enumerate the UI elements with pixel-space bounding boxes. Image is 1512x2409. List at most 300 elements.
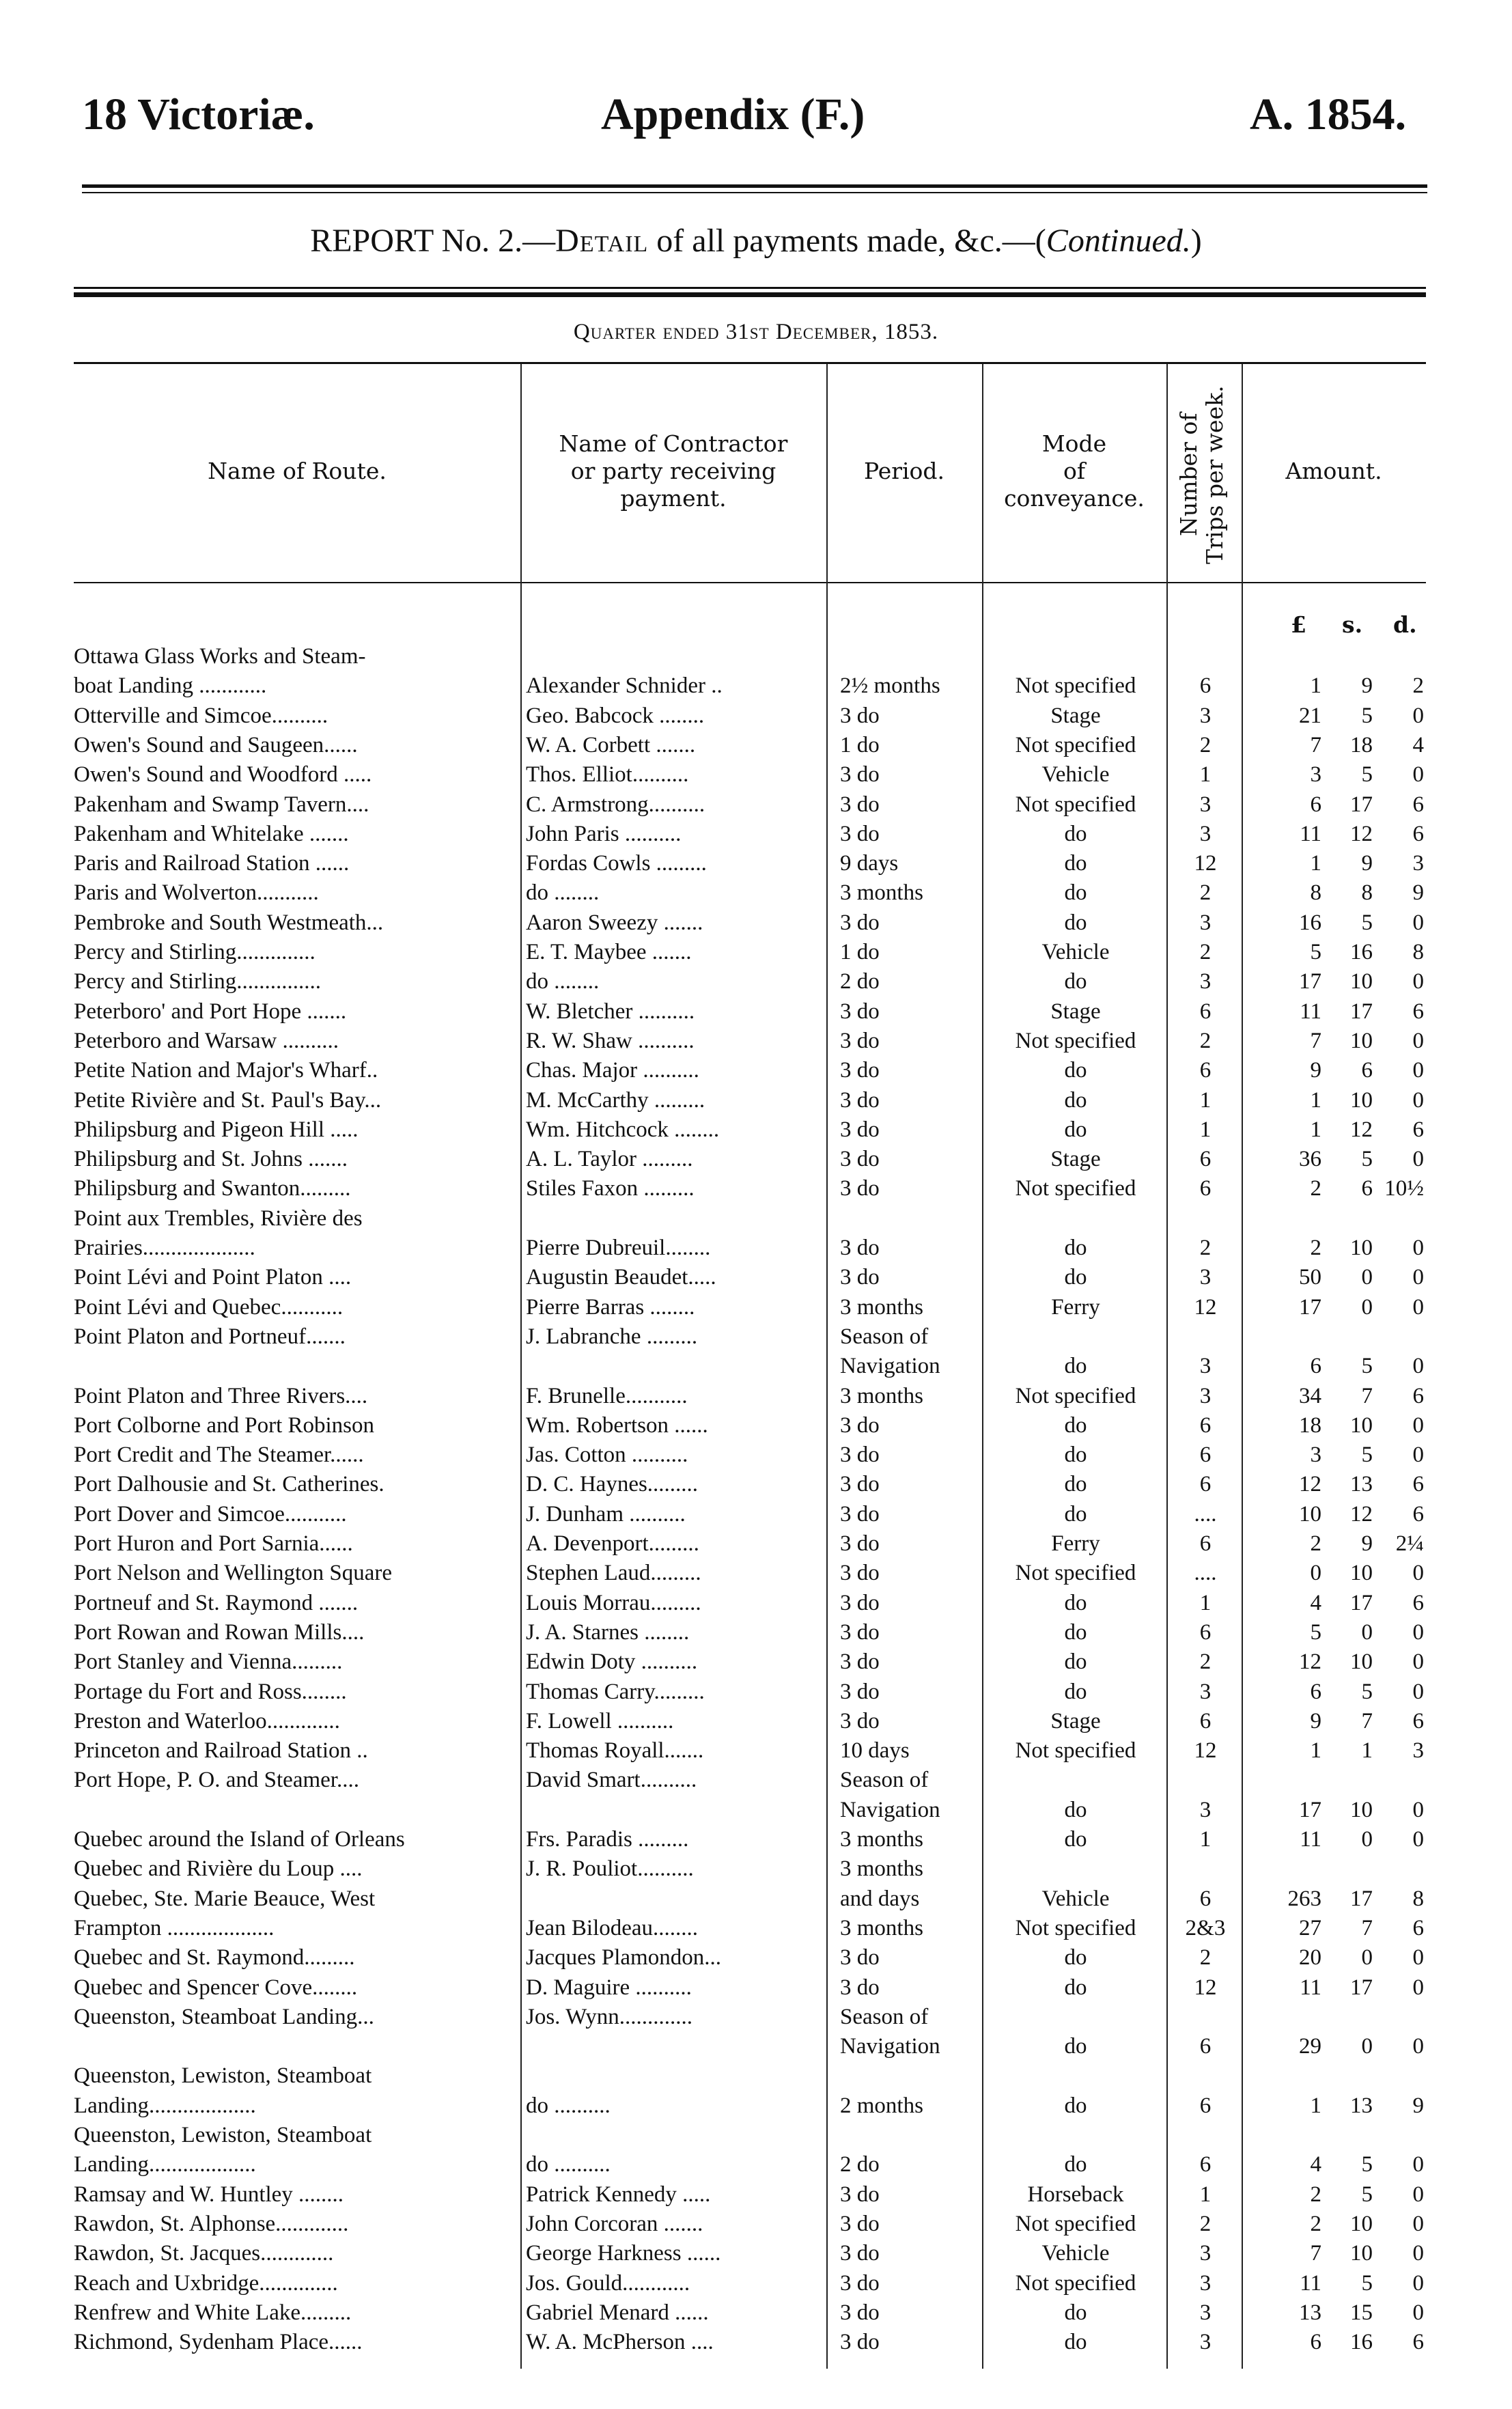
cell-trips: 3 [1199, 821, 1212, 846]
cell-period: 3 do [840, 1058, 880, 1083]
cell-pence: 0 [1412, 1354, 1424, 1379]
cell-trips: 3 [1199, 1354, 1212, 1379]
cell-shillings: 9 [1361, 673, 1373, 699]
cell-route: Port Stanley and Vienna......... [74, 1649, 343, 1675]
cell-pence: 0 [1412, 1649, 1424, 1675]
cell-pounds: 12 [1299, 1472, 1321, 1497]
cell-pounds: 7 [1310, 1028, 1321, 1053]
cell-route: Pembroke and South Westmeath... [74, 910, 384, 935]
cell-mode: do [1064, 1236, 1087, 1260]
cell-period: 3 do [840, 1176, 880, 1201]
cell-period: 3 do [840, 1945, 880, 1971]
cell-shillings: 5 [1361, 1679, 1373, 1704]
cell-pence: 6 [1412, 792, 1424, 817]
table-row [0, 1382, 1512, 1411]
table-row [0, 1352, 1512, 1381]
cell-period: 3 do [840, 1679, 880, 1704]
cell-mode: do [1064, 1058, 1087, 1083]
cell-pence: 0 [1412, 1827, 1424, 1852]
table-row [0, 1825, 1512, 1854]
cell-mode: Not specified [1015, 673, 1136, 699]
cell-contractor: Chas. Major .......... [526, 1058, 699, 1083]
cell-trips: 3 [1199, 792, 1212, 817]
table-row [0, 1056, 1512, 1085]
table-row [0, 1884, 1512, 1914]
cell-period: and days [840, 1886, 920, 1911]
table-row [0, 938, 1512, 967]
cell-mode: Stage [1050, 703, 1101, 728]
cell-route: boat Landing ............ [74, 673, 267, 699]
cell-shillings: 16 [1350, 940, 1373, 964]
cell-pence: 0 [1412, 2211, 1424, 2236]
cell-period: 3 do [840, 1708, 880, 1733]
cell-pence: 8 [1412, 1886, 1424, 1911]
cell-route: Queenston, Lewiston, Steamboat [74, 2063, 372, 2089]
table-row [0, 997, 1512, 1027]
cell-pence: 6 [1412, 821, 1424, 846]
cell-route: Landing................... [74, 2152, 256, 2177]
cell-mode: Not specified [1015, 792, 1136, 817]
cell-mode: do [1064, 2330, 1087, 2355]
cell-pounds: 12 [1299, 1649, 1321, 1675]
cell-pounds: 11 [1300, 1827, 1321, 1852]
table-row [0, 760, 1512, 790]
cell-shillings: 18 [1350, 732, 1373, 757]
col-header-trips-1: Number of [1175, 413, 1202, 537]
cell-route: Percy and Stirling............... [74, 969, 322, 994]
cell-contractor: D. C. Haynes......... [526, 1472, 699, 1497]
cell-period: 3 do [840, 910, 880, 935]
cell-period: Navigation [840, 2034, 940, 2059]
cell-period: 2 months [840, 2093, 923, 2118]
cell-trips: 6 [1199, 1531, 1212, 1556]
table-row [0, 1293, 1512, 1322]
table-row [0, 2061, 1512, 2091]
cell-pounds: 29 [1299, 2034, 1321, 2059]
cell-shillings: 10 [1350, 1236, 1373, 1260]
cell-period: 3 do [840, 1561, 880, 1586]
cell-mode: do [1064, 1412, 1087, 1438]
cell-pounds: 4 [1310, 2152, 1321, 2177]
cell-mode: do [1064, 1087, 1087, 1113]
cell-mode: do [1064, 2152, 1087, 2177]
cell-route: Peterboro and Warsaw .......... [74, 1028, 339, 1053]
cell-contractor: W. Bletcher .......... [526, 999, 695, 1024]
cell-mode: Not specified [1015, 1028, 1136, 1053]
cell-mode: do [1064, 1354, 1087, 1379]
cell-route: Quebec around the Island of Orleans [74, 1827, 405, 1852]
cell-route: Rawdon, St. Alphonse............. [74, 2211, 349, 2236]
cell-contractor: Stiles Faxon ......... [526, 1176, 695, 1201]
cell-contractor: Stephen Laud......... [526, 1561, 701, 1586]
cell-trips: 2 [1199, 1236, 1212, 1260]
cell-contractor: J. R. Pouliot.......... [526, 1856, 694, 1882]
cell-trips: 2 [1199, 1945, 1212, 1971]
cell-trips: 1 [1199, 1590, 1212, 1615]
col-header-contractor [520, 430, 826, 512]
cell-route: Philipsburg and Swanton......... [74, 1176, 351, 1201]
cell-trips: 1 [1199, 1117, 1212, 1142]
cell-pence: 6 [1412, 1708, 1424, 1733]
cell-pounds: 263 [1287, 1886, 1321, 1911]
cell-pounds: 11 [1300, 821, 1321, 846]
cell-shillings: 6 [1361, 1176, 1373, 1201]
cell-route: Port Dover and Simcoe........... [74, 1501, 347, 1527]
cell-mode: Vehicle [1041, 1886, 1110, 1911]
cell-shillings: 7 [1361, 1383, 1373, 1408]
cell-mode: do [1064, 880, 1087, 906]
cell-route: Pakenham and Whitelake ....... [74, 821, 349, 846]
cell-trips: 2 [1199, 2211, 1212, 2236]
cell-pounds: 8 [1310, 880, 1321, 906]
cell-pence: 0 [1412, 1265, 1424, 1290]
cell-contractor: Thomas Carry......... [526, 1679, 705, 1704]
cell-route: Petite Rivière and St. Paul's Bay... [74, 1087, 382, 1113]
cell-shillings: 0 [1361, 1265, 1373, 1290]
cell-pence: 6 [1412, 1915, 1424, 1940]
table-row [0, 2091, 1512, 2121]
table-row [0, 2210, 1512, 2239]
cell-mode: do [1064, 1649, 1087, 1675]
cell-pence: 0 [1412, 2270, 1424, 2296]
cell-contractor: Fordas Cowls ......... [526, 851, 707, 876]
cell-trips: .... [1194, 1501, 1217, 1527]
table-row [0, 671, 1512, 701]
cell-pounds: 2 [1310, 2211, 1321, 2236]
table-row [0, 2150, 1512, 2180]
cell-pence: 0 [1412, 1028, 1424, 1053]
cell-mode: do [1064, 1945, 1087, 1971]
header-rule [82, 184, 1427, 188]
quarter-label: Quarter ended 31st December, 1853. [573, 320, 939, 344]
cell-mode: Not specified [1015, 1915, 1136, 1940]
table-row [0, 1677, 1512, 1707]
table-row [0, 1440, 1512, 1470]
col-header-period: Period. [863, 458, 945, 484]
cell-period: 3 do [840, 2300, 880, 2325]
unit-pence: d. [1393, 611, 1417, 638]
cell-pounds: 6 [1310, 2330, 1321, 2355]
cell-shillings: 10 [1350, 1649, 1373, 1675]
cell-trips: 12 [1194, 1294, 1217, 1320]
cell-pence: 0 [1412, 969, 1424, 994]
cell-pounds: 10 [1299, 1501, 1321, 1527]
cell-route: Ottawa Glass Works and Steam- [74, 644, 366, 669]
cell-trips: 12 [1194, 1738, 1217, 1764]
cell-trips: 6 [1199, 1147, 1212, 1172]
cell-pence: 0 [1412, 2182, 1424, 2207]
cell-trips: 3 [1199, 1383, 1212, 1408]
report-title [0, 222, 1512, 260]
cell-pounds: 18 [1299, 1412, 1321, 1438]
cell-trips: 6 [1199, 1412, 1212, 1438]
cell-contractor: Thomas Royall....... [526, 1738, 704, 1764]
cell-contractor: John Corcoran ....... [526, 2211, 703, 2236]
table-row [0, 820, 1512, 849]
cell-period: 3 do [840, 762, 880, 788]
cell-pounds: 4 [1310, 1590, 1321, 1615]
cell-trips: 3 [1199, 969, 1212, 994]
cell-shillings: 0 [1361, 2034, 1373, 2059]
cell-pounds: 1 [1310, 1117, 1321, 1142]
cell-route: Princeton and Railroad Station .. [74, 1738, 368, 1764]
cell-period: 3 do [840, 1443, 880, 1468]
cell-route: Landing................... [74, 2093, 256, 2118]
cell-period: 3 do [840, 1028, 880, 1053]
table-row [0, 2121, 1512, 2150]
cell-contractor: J. Labranche ......... [526, 1324, 698, 1349]
table-row [0, 1115, 1512, 1145]
cell-route: Port Credit and The Steamer...... [74, 1443, 364, 1468]
cell-trips: 1 [1199, 1087, 1212, 1113]
cell-contractor: Pierre Dubreuil........ [526, 1236, 711, 1260]
col-header-mode-1: Mode [1041, 430, 1107, 457]
cell-mode: Not specified [1015, 2270, 1136, 2296]
cell-pounds: 7 [1310, 732, 1321, 757]
title-rule-thick [74, 292, 1426, 297]
cell-pence: 6 [1412, 1383, 1424, 1408]
cell-period: 3 do [840, 1501, 880, 1527]
cell-period: Season of [840, 1768, 929, 1793]
cell-mode: do [1064, 1265, 1087, 1290]
cell-contractor: do ........ [526, 969, 600, 994]
cell-mode: do [1064, 1590, 1087, 1615]
cell-trips: 6 [1199, 1619, 1212, 1645]
cell-route: Queenston, Lewiston, Steamboat [74, 2123, 372, 2147]
cell-route: Owen's Sound and Saugeen...... [74, 732, 358, 757]
cell-contractor: Gabriel Menard ...... [526, 2300, 709, 2325]
cell-route: Richmond, Sydenham Place...... [74, 2330, 363, 2355]
table-row [0, 1470, 1512, 1499]
cell-contractor: John Paris .......... [526, 821, 682, 846]
cell-shillings: 10 [1350, 2241, 1373, 2266]
cell-shillings: 10 [1350, 1561, 1373, 1586]
cell-pence: 2¼ [1395, 1531, 1424, 1556]
cell-pounds: 0 [1310, 1561, 1321, 1586]
cell-contractor: Geo. Babcock ........ [526, 703, 705, 728]
cell-route: Point aux Trembles, Rivière des [74, 1206, 363, 1231]
cell-pounds: 7 [1310, 2241, 1321, 2266]
cell-route: Port Huron and Port Sarnia...... [74, 1531, 353, 1556]
cell-mode: do [1064, 2093, 1087, 2118]
cell-trips: 3 [1199, 2330, 1212, 2355]
cell-period: 2½ months [840, 673, 940, 699]
cell-shillings: 12 [1350, 1117, 1373, 1142]
cell-trips: 2 [1199, 880, 1212, 906]
cell-route: Ramsay and W. Huntley ........ [74, 2182, 344, 2207]
cell-pounds: 20 [1299, 1945, 1321, 1971]
col-header-route: Name of Route. [208, 458, 387, 484]
cell-pence: 0 [1412, 2241, 1424, 2266]
cell-route: Port Rowan and Rowan Mills.... [74, 1619, 365, 1645]
cell-pounds: 27 [1299, 1915, 1321, 1940]
cell-pence: 0 [1412, 2152, 1424, 2177]
cell-route: Peterboro' and Port Hope ....... [74, 999, 347, 1024]
cell-period: 3 do [840, 1117, 880, 1142]
cell-period: 3 do [840, 1087, 880, 1113]
table-row [0, 1736, 1512, 1766]
col-header-mode [982, 430, 1166, 512]
cell-period: 10 days [840, 1738, 910, 1764]
cell-period: Navigation [840, 1354, 940, 1379]
cell-pence: 0 [1412, 1619, 1424, 1645]
cell-pence: 2 [1412, 673, 1424, 699]
table-row [0, 1145, 1512, 1174]
cell-shillings: 5 [1361, 1443, 1373, 1468]
cell-contractor: Patrick Kennedy ..... [526, 2182, 711, 2207]
table-row [0, 1411, 1512, 1440]
cell-mode: do [1064, 1619, 1087, 1645]
report-detail: Detail [555, 223, 649, 259]
cell-pounds: 2 [1310, 2182, 1321, 2207]
table-row [0, 731, 1512, 760]
cell-shillings: 13 [1350, 2093, 1373, 2118]
cell-shillings: 10 [1350, 969, 1373, 994]
cell-trips: 3 [1199, 2300, 1212, 2325]
cell-period: 3 do [840, 1975, 880, 2000]
cell-pence: 0 [1412, 1945, 1424, 1971]
cell-pounds: 6 [1310, 792, 1321, 817]
cell-route: Port Colborne and Port Robinson [74, 1412, 375, 1438]
cell-period: 3 months [840, 1915, 923, 1940]
cell-mode: do [1064, 1827, 1087, 1852]
cell-route: Philipsburg and St. Johns ....... [74, 1147, 348, 1172]
cell-pence: 0 [1412, 1443, 1424, 1468]
cell-period: 3 do [840, 1590, 880, 1615]
cell-shillings: 17 [1350, 999, 1373, 1024]
cell-mode: do [1064, 1117, 1087, 1142]
cell-shillings: 10 [1350, 1028, 1373, 1053]
cell-pence: 0 [1412, 1236, 1424, 1260]
cell-period: 3 do [840, 821, 880, 846]
cell-mode: Ferry [1051, 1294, 1100, 1320]
cell-mode: do [1064, 1679, 1087, 1704]
cell-route: Petite Nation and Major's Wharf.. [74, 1058, 378, 1083]
cell-shillings: 5 [1361, 1354, 1373, 1379]
cell-pence: 0 [1412, 1975, 1424, 2000]
cell-period: 3 do [840, 2330, 880, 2355]
header-left: 18 Victoriæ. [82, 89, 315, 139]
cell-trips: 6 [1199, 673, 1212, 699]
cell-trips: 6 [1199, 1058, 1212, 1083]
table-row [0, 1322, 1512, 1352]
table-row [0, 2180, 1512, 2210]
report-prefix: REPORT No. 2.— [310, 223, 556, 259]
table-row [0, 1796, 1512, 1825]
cell-shillings: 16 [1350, 2330, 1373, 2355]
cell-mode: Vehicle [1041, 762, 1110, 788]
cell-trips: 2 [1199, 732, 1212, 757]
cell-period: 3 months [840, 1856, 923, 1882]
cell-pounds: 1 [1310, 673, 1321, 699]
cell-route: Portage du Fort and Ross........ [74, 1679, 347, 1704]
cell-route: Reach and Uxbridge.............. [74, 2270, 338, 2296]
cell-shillings: 10 [1350, 1087, 1373, 1113]
cell-period: 3 do [840, 792, 880, 817]
table-row [0, 1618, 1512, 1647]
cell-period: 1 do [840, 732, 880, 757]
cell-pence: 6 [1412, 1590, 1424, 1615]
cell-mode: Stage [1050, 1708, 1101, 1733]
cell-mode: do [1064, 969, 1087, 994]
cell-contractor: Jacques Plamondon... [526, 1945, 721, 1971]
cell-shillings: 17 [1350, 1886, 1373, 1911]
cell-shillings: 15 [1350, 2300, 1373, 2325]
cell-mode: Not specified [1015, 2211, 1136, 2236]
cell-pounds: 9 [1310, 1058, 1321, 1083]
cell-pounds: 13 [1299, 2300, 1321, 2325]
cell-pence: 6 [1412, 1472, 1424, 1497]
cell-contractor: J. Dunham .......... [526, 1501, 686, 1527]
cell-period: Season of [840, 1324, 929, 1349]
table-row [0, 642, 1512, 671]
cell-trips: 6 [1199, 2152, 1212, 2177]
cell-route: Paris and Railroad Station ...... [74, 851, 350, 876]
cell-mode: do [1064, 821, 1087, 846]
cell-pence: 10½ [1384, 1176, 1424, 1201]
cell-route: Point Platon and Three Rivers.... [74, 1383, 368, 1408]
cell-contractor: Pierre Barras ........ [526, 1294, 695, 1320]
cell-period: 3 do [840, 1236, 880, 1260]
header-rule-thin [82, 192, 1427, 193]
cell-pounds: 5 [1310, 940, 1321, 964]
cell-trips: .... [1194, 1561, 1217, 1586]
cell-route: Port Nelson and Wellington Square [74, 1561, 393, 1586]
cell-pounds: 11 [1300, 999, 1321, 1024]
cell-pence: 6 [1412, 1501, 1424, 1527]
cell-shillings: 5 [1361, 703, 1373, 728]
cell-route: Preston and Waterloo............. [74, 1708, 340, 1733]
cell-shillings: 17 [1350, 1975, 1373, 2000]
cell-shillings: 17 [1350, 792, 1373, 817]
cell-period: 3 do [840, 703, 880, 728]
cell-pounds: 5 [1310, 1619, 1321, 1645]
cell-contractor: E. T. Maybee ....... [526, 940, 692, 964]
cell-trips: 6 [1199, 1708, 1212, 1733]
title-rule [74, 287, 1426, 289]
table-row [0, 1943, 1512, 1973]
cell-contractor: Jas. Cotton .......... [526, 1443, 688, 1468]
cell-mode: do [1064, 851, 1087, 876]
cell-shillings: 7 [1361, 1915, 1373, 1940]
table-top-rule [74, 362, 1426, 364]
cell-shillings: 10 [1350, 2211, 1373, 2236]
table-row [0, 1914, 1512, 1943]
cell-mode: do [1064, 1975, 1087, 2000]
cell-route: Quebec, Ste. Marie Beauce, West [74, 1886, 376, 1911]
cell-pounds: 1 [1310, 1087, 1321, 1113]
cell-mode: Not specified [1015, 1561, 1136, 1586]
cell-pence: 6 [1412, 2330, 1424, 2355]
cell-contractor: Frs. Paradis ......... [526, 1827, 689, 1852]
table-row [0, 1234, 1512, 1263]
cell-pounds: 17 [1299, 1294, 1321, 1320]
cell-contractor: W. A. Corbett ....... [526, 732, 696, 757]
cell-contractor: F. Brunelle........... [526, 1383, 688, 1408]
cell-period: 3 do [840, 1412, 880, 1438]
cell-period: 3 do [840, 1531, 880, 1556]
cell-pence: 0 [1412, 2034, 1424, 2059]
table-row [0, 1854, 1512, 1884]
cell-contractor: do ........ [526, 880, 600, 906]
table-row [0, 1204, 1512, 1234]
cell-contractor: Jos. Gould............ [526, 2270, 690, 2296]
cell-period: 3 do [840, 1265, 880, 1290]
cell-contractor: J. A. Starnes ........ [526, 1619, 690, 1645]
table-row [0, 1647, 1512, 1677]
cell-pounds: 9 [1310, 1708, 1321, 1733]
cell-mode: do [1064, 910, 1087, 935]
